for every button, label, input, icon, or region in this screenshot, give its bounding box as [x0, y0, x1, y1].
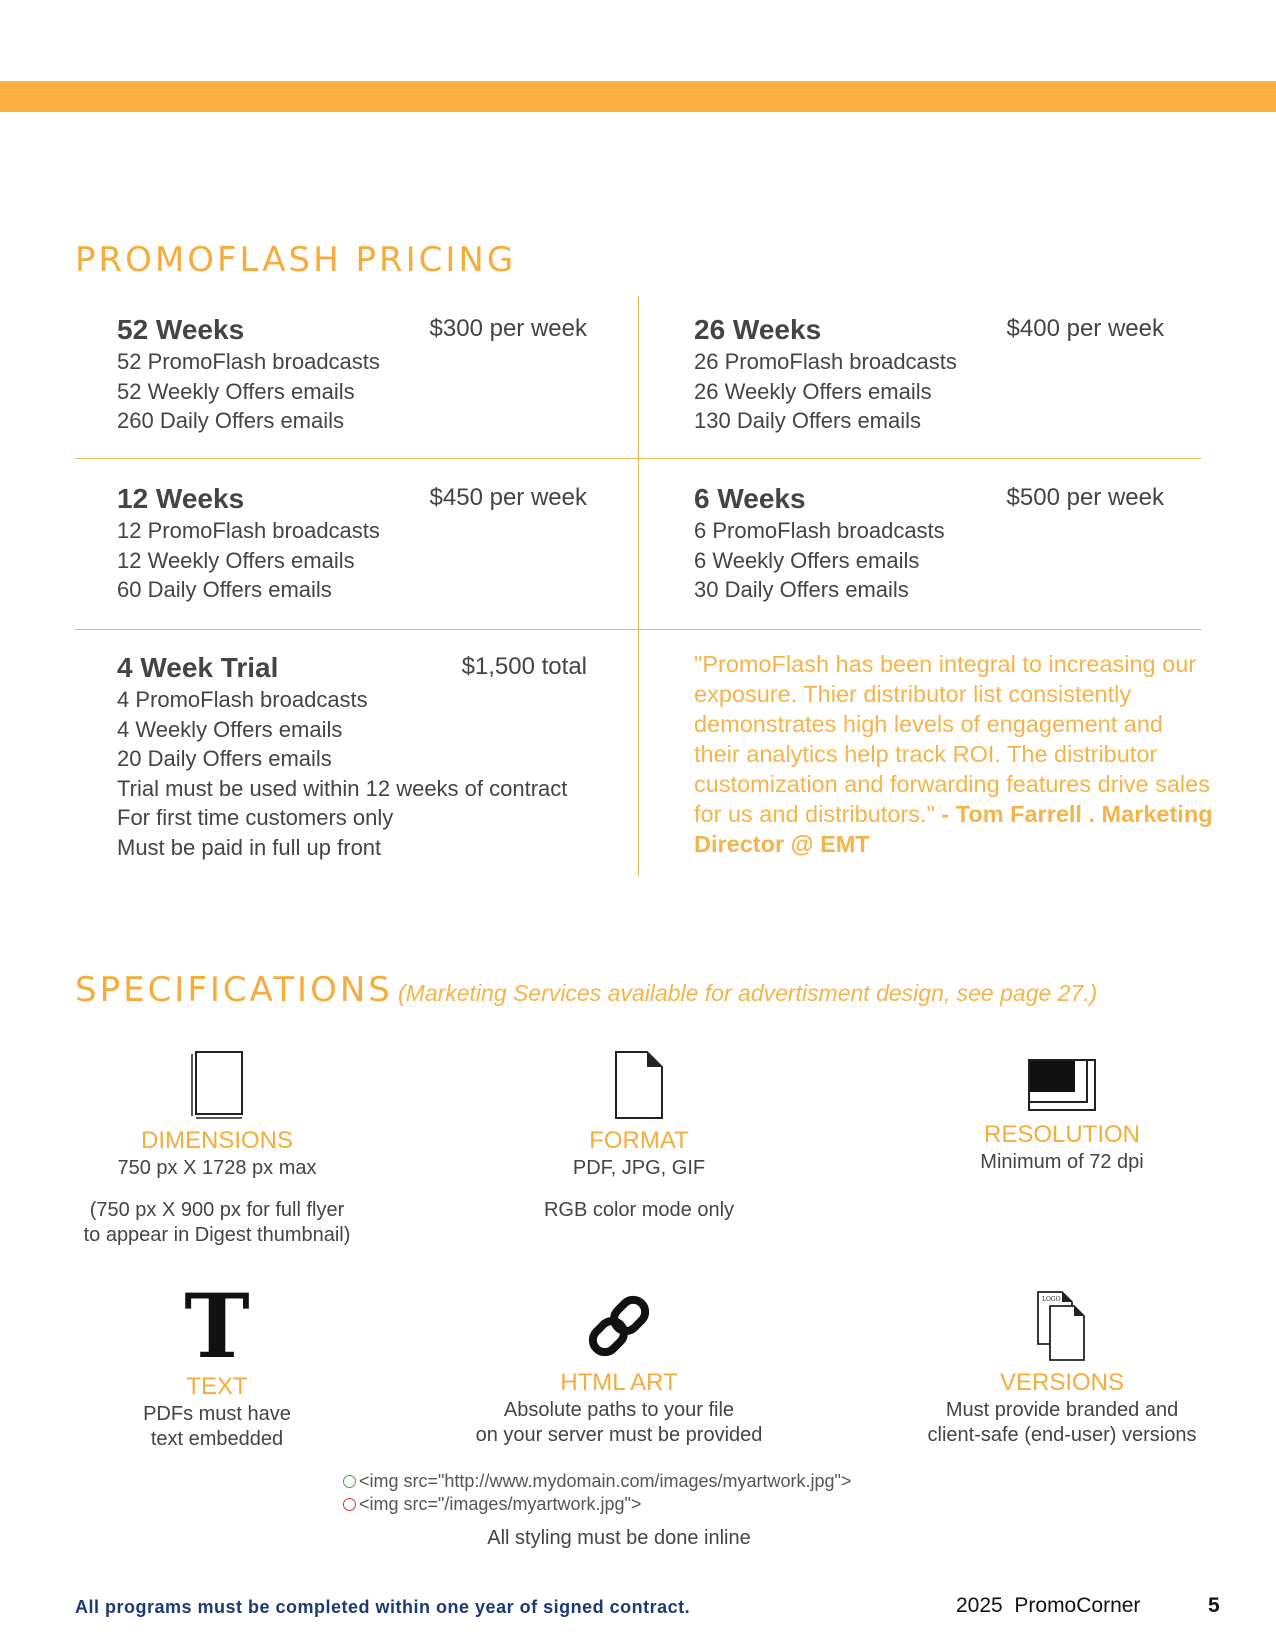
- spec-html-art: [409, 1290, 829, 1448]
- resolution-icon: [1027, 1058, 1097, 1114]
- bad-code: <img src="/images/myartwork.jpg">: [359, 1494, 642, 1514]
- plan-line: Trial must be used within 12 weeks of contract: [117, 775, 568, 801]
- spec-line: on your server must be provided: [475, 1424, 763, 1446]
- plan-line: 12 Weekly Offers emails: [117, 547, 355, 573]
- plan-line: 4 Weekly Offers emails: [117, 716, 343, 742]
- spec-format: [469, 1050, 809, 1223]
- spec-line: text embedded: [150, 1428, 284, 1450]
- plan-6-weeks: [694, 482, 1164, 605]
- specifications-note: (Marketing Services available for advertisment design, see page 27.): [398, 980, 1098, 1006]
- page-dimensions-icon: [190, 1050, 244, 1120]
- spec-text: [47, 1274, 387, 1452]
- quote-author: - Tom Farrell . Marketing Director @ EMT: [694, 801, 1213, 857]
- plan-line: 30 Daily Offers emails: [694, 577, 909, 602]
- plan-price: $400 per week: [1006, 315, 1164, 342]
- document-icon: [613, 1050, 665, 1120]
- spec-line: to appear in Digest thumbnail): [83, 1224, 351, 1246]
- plan-name: 52 Weeks: [117, 314, 245, 345]
- specifications-title: SPECIFICATIONS: [75, 970, 393, 1010]
- plan-name: 12 Weeks: [117, 483, 245, 514]
- spec-label: VERSIONS: [999, 1369, 1125, 1396]
- plan-line: 6 Weekly Offers emails: [694, 547, 920, 573]
- spec-resolution: [892, 1058, 1232, 1175]
- plan-line: 26 Weekly Offers emails: [694, 378, 932, 404]
- html-art-examples: [343, 1470, 851, 1516]
- good-code: <img src="http://www.mydomain.com/images/myartwork.jpg">: [359, 1471, 852, 1491]
- versions-icon: [1034, 1290, 1090, 1362]
- testimonial-quote: [694, 649, 1214, 859]
- top-accent-bar: [0, 81, 1276, 112]
- logo-text: LOGO: [1042, 1296, 1061, 1303]
- inline-styling-note: All styling must be done inline: [487, 1527, 751, 1549]
- plan-line: 130 Daily Offers emails: [694, 408, 922, 433]
- grid-divider-horizontal-2: [75, 629, 1201, 630]
- plan-4-week-trial: [117, 651, 587, 862]
- quote-text: "PromoFlash has been integral to increasing our exposure. Thier distributor list consistently demonstrates high levels of engagement and their analytics help track ROI. The distributor customization and forwarding features drive sales for us and distributors.": [694, 651, 1210, 827]
- plan-line: 4 PromoFlash broadcasts: [117, 687, 368, 712]
- plan-price: $1,500 total: [461, 653, 587, 680]
- plan-12-weeks: [117, 482, 587, 605]
- text-icon: T: [184, 1274, 250, 1378]
- good-example-row: [343, 1470, 851, 1493]
- check-icon: [343, 1475, 356, 1488]
- plan-name: 6 Weeks: [694, 483, 806, 514]
- spec-line: Minimum of 72 dpi: [980, 1151, 1144, 1173]
- plan-line: 60 Daily Offers emails: [117, 577, 332, 602]
- spec-line: client-safe (end-user) versions: [927, 1424, 1197, 1446]
- plan-52-weeks: [117, 313, 587, 436]
- footer-contract-note: All programs must be completed within one year of signed contract.: [75, 1597, 691, 1617]
- bad-example-row: [343, 1493, 851, 1516]
- plan-name: 4 Week Trial: [117, 652, 279, 683]
- spec-label: FORMAT: [589, 1127, 689, 1154]
- spec-line: 750 px X 1728 px max: [117, 1157, 317, 1179]
- footer-brand: 2025 PromoCorner: [956, 1594, 1141, 1617]
- spec-dimensions: [47, 1050, 387, 1248]
- plan-line: 52 PromoFlash broadcasts: [117, 349, 380, 374]
- spec-line: RGB color mode only: [543, 1199, 735, 1221]
- spec-label: RESOLUTION: [983, 1121, 1141, 1148]
- plan-26-weeks: [694, 313, 1164, 436]
- link-icon: [583, 1290, 655, 1362]
- spec-line: PDFs must have: [143, 1403, 291, 1425]
- plan-line: Must be paid in full up front: [117, 834, 382, 860]
- spec-versions: [892, 1290, 1232, 1448]
- spec-label: DIMENSIONS: [140, 1127, 293, 1154]
- spec-line: (750 px X 900 px for full flyer: [89, 1199, 345, 1221]
- plan-line: For first time customers only: [117, 805, 394, 830]
- plan-price: $450 per week: [429, 484, 587, 511]
- plan-line: 6 PromoFlash broadcasts: [694, 518, 945, 543]
- spec-label: TEXT: [186, 1373, 248, 1400]
- grid-divider-vertical: [638, 296, 639, 876]
- plan-price: $500 per week: [1006, 484, 1164, 511]
- error-icon: [343, 1498, 356, 1511]
- plan-line: 260 Daily Offers emails: [117, 408, 345, 433]
- spec-line: PDF, JPG, GIF: [572, 1157, 706, 1179]
- plan-line: 20 Daily Offers emails: [117, 746, 332, 771]
- plan-name: 26 Weeks: [694, 314, 822, 345]
- plan-line: 52 Weekly Offers emails: [117, 378, 355, 404]
- plan-line: 12 PromoFlash broadcasts: [117, 518, 380, 543]
- plan-price: $300 per week: [429, 315, 587, 342]
- spec-label: HTML ART: [560, 1369, 678, 1396]
- grid-divider-horizontal-1: [75, 458, 1201, 459]
- plan-line: 26 PromoFlash broadcasts: [694, 349, 957, 374]
- spec-line: Absolute paths to your file: [503, 1399, 735, 1421]
- page-number: 5: [1208, 1594, 1220, 1617]
- pricing-title: PROMOFLASH PRICING: [75, 240, 517, 280]
- spec-line: Must provide branded and: [945, 1399, 1179, 1421]
